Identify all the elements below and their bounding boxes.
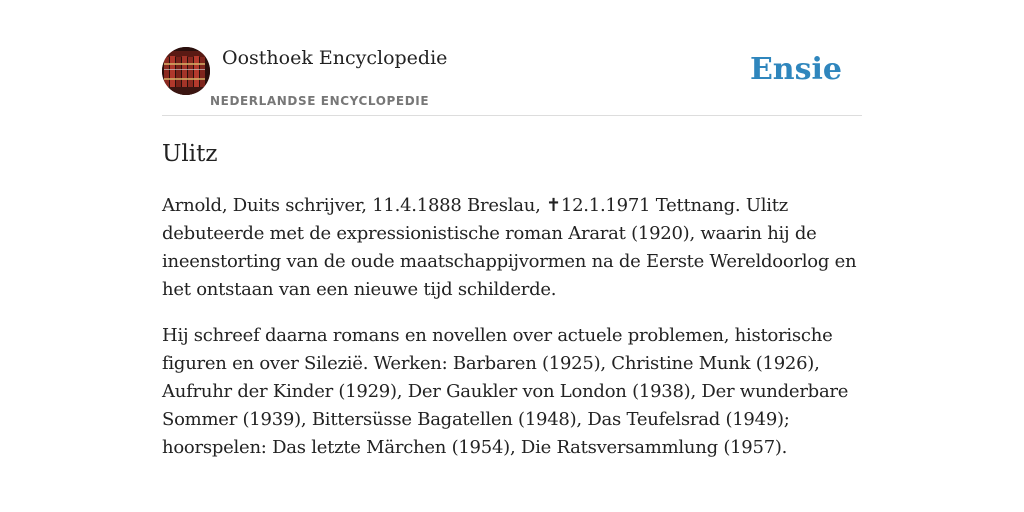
entry-title: Ulitz <box>162 141 218 167</box>
site-title[interactable]: Oosthoek Encyclopedie <box>222 47 448 69</box>
site-subtitle: NEDERLANDSE ENCYCLOPEDIE <box>210 94 430 108</box>
entry-paragraph-2: Hij schreef daarna romans en novellen over actuele problemen, historische figuren en over Silezië. Werken: Barbaren (1925), Christine Munk (1926), Aufruhr der Kinder (1929), Der Gaukler von London (1938), Der wunderbare Sommer (1939), Bittersüsse Bagatellen (1948), Das Teufelsrad (1949); hoorspelen: Das letzte Märchen (1954), Die Ratsversammlung (1957). <box>162 325 849 458</box>
brand-logo[interactable]: Ensie <box>749 52 842 87</box>
site-header <box>162 0 862 116</box>
entry-paragraph-1: Arnold, Duits schrijver, 11.4.1888 Breslau, ✝12.1.1971 Tettnang. Ulitz debuteerde met de expressionistische roman Ararat (1920), waarin hij de ineenstorting van de oude maatschappijvormen na de Eerste Wereldoorlog en het ontstaan van een nieuwe tijd schilderde. <box>162 195 857 300</box>
entry-body <box>162 192 862 480</box>
bookshelf-avatar-icon-graphic <box>162 47 210 95</box>
page <box>162 0 862 512</box>
bookshelf-avatar-icon[interactable] <box>162 47 210 95</box>
